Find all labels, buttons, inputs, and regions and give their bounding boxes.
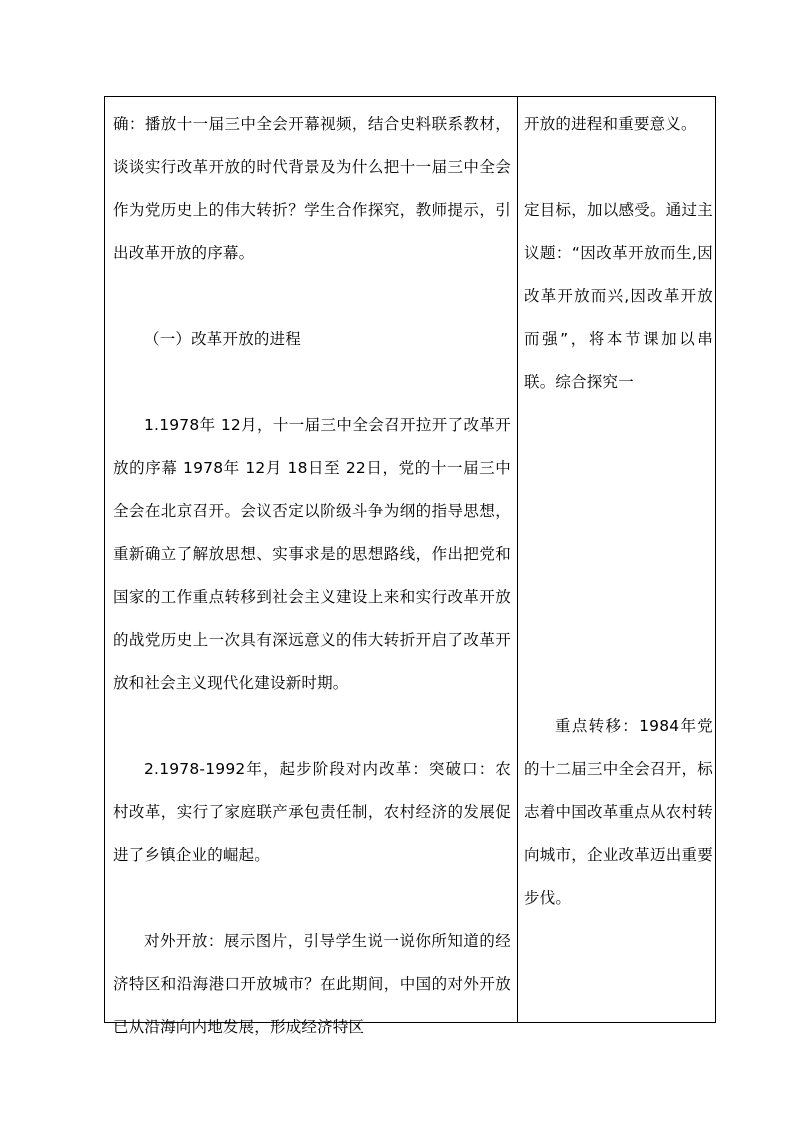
intent-paragraph-1: 开放的进程和重要意义。 bbox=[524, 115, 697, 133]
teaching-process-cell bbox=[113, 103, 511, 1036]
intent-paragraph-2: 定目标，加以感受。通过主议题：“因改革开放而生,因改革开放而兴,因改革开放而强”，将本节课加以串联。综合探究一 bbox=[524, 201, 713, 391]
opening-up-paragraph: 对外开放：展示图片，引导学生说一说你所知道的经济特区和沿海港口开放城市？在此期间，中国的对外开放已从沿海向内地发展，形成经济特区 bbox=[113, 932, 511, 1036]
lesson-plan-table bbox=[104, 96, 716, 1036]
section-heading: （一）改革开放的进程 bbox=[144, 330, 302, 348]
intent-paragraph-3: 重点转移：1984年党的十二届三中全会召开，标志着中国改革重点从农村转向城市，企业改革迈出重要步伐。 bbox=[524, 717, 713, 907]
third-plenum-paragraph: 1.1978年 12月，十一届三中全会召开拉开了改革开放的序幕 1978年 12月 18日至 22日，党的十一届三中全会在北京召开。会议否定以阶级斗争为纲的指导思想，重新确立了解放思想、实事求是的思想路线，作出把党和国家的工作重点转移到社会主义建设上来和实行改革开放的战党历史上一次具有深远意义的伟大转折开启了改革开放和社会主义现代化建设新时期。 bbox=[113, 416, 511, 692]
column-divider bbox=[517, 97, 518, 1022]
domestic-reform-paragraph: 2.1978-1992年，起步阶段对内改革：突破口：农村改革，实行了家庭联产承包责任制，农村经济的发展促进了乡镇企业的崛起。 bbox=[113, 760, 511, 864]
intro-paragraph: 确：播放十一届三中全会开幕视频，结合史料联系教材，谈谈实行改革开放的时代背景及为什么把十一届三中全会作为党历史上的伟大转折？学生合作探究，教师提示，引出改革开放的序幕。 bbox=[113, 115, 511, 262]
design-intent-cell bbox=[524, 103, 713, 1018]
